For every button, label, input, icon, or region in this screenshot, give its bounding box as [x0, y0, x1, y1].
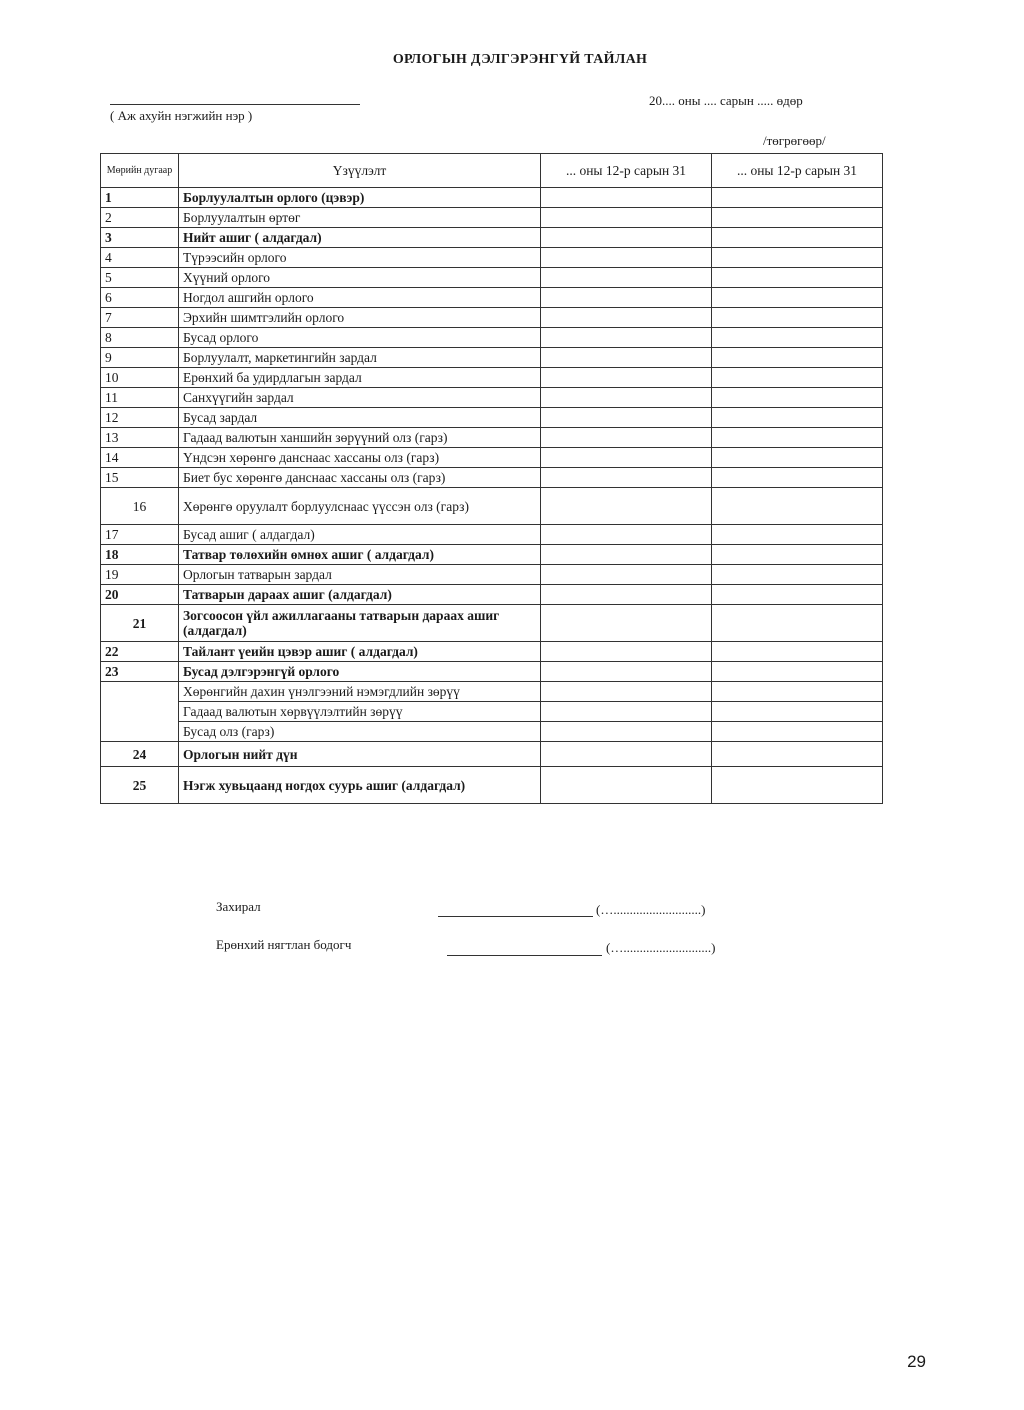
row-number: 18 — [101, 545, 179, 565]
entity-name-line — [110, 104, 360, 105]
row-number: 24 — [101, 742, 179, 767]
value-cell-period-1 — [541, 208, 712, 228]
value-cell-period-2 — [712, 742, 883, 767]
value-cell-period-2 — [712, 662, 883, 682]
table-row — [101, 408, 883, 428]
value-cell-period-2 — [712, 208, 883, 228]
row-description: Бусад олз (гарз) — [179, 722, 541, 742]
value-cell-period-2 — [712, 488, 883, 525]
value-cell-period-1 — [541, 742, 712, 767]
row-description: Борлуулалтын орлого (цэвэр) — [179, 188, 541, 208]
row-description: Биет бус хөрөнгө данснаас хассаны олз (гарз) — [179, 468, 541, 488]
value-cell-period-1 — [541, 228, 712, 248]
value-cell-period-1 — [541, 428, 712, 448]
table-row — [101, 268, 883, 288]
value-cell-period-2 — [712, 228, 883, 248]
row-description: Татварын дараах ашиг (алдагдал) — [179, 585, 541, 605]
accountant-label: Ерөнхий нягтлан бодогч — [216, 937, 352, 952]
value-cell-period-1 — [541, 642, 712, 662]
row-number: 1 — [101, 188, 179, 208]
table-body — [101, 188, 883, 804]
row-description: Гадаад валютын ханшийн зөрүүний олз (гарз) — [179, 428, 541, 448]
value-cell-period-1 — [541, 448, 712, 468]
row-number-blank — [101, 682, 179, 742]
table-row — [101, 388, 883, 408]
value-cell-period-1 — [541, 288, 712, 308]
row-number: 11 — [101, 388, 179, 408]
value-cell-period-2 — [712, 525, 883, 545]
table-row — [101, 585, 883, 605]
row-number: 21 — [101, 605, 179, 642]
row-number: 3 — [101, 228, 179, 248]
row-description: Нэгж хувьцаанд ногдох суурь ашиг (алдагдал) — [179, 767, 541, 804]
row-description: Зогсоосон үйл ажиллагааны татварын дараах ашиг (алдагдал) — [179, 605, 541, 642]
row-description: Хөрөнгө оруулалт борлуулснаас үүссэн олз (гарз) — [179, 488, 541, 525]
value-cell-period-1 — [541, 328, 712, 348]
value-cell-period-1 — [541, 722, 712, 742]
value-cell-period-2 — [712, 188, 883, 208]
row-description: Бусад орлого — [179, 328, 541, 348]
value-cell-period-1 — [541, 565, 712, 585]
row-number: 15 — [101, 468, 179, 488]
header-description: Үзүүлэлт — [179, 154, 541, 188]
value-cell-period-2 — [712, 642, 883, 662]
value-cell-period-2 — [712, 605, 883, 642]
row-number: 9 — [101, 348, 179, 368]
accountant-name-placeholder: (…...........................) — [606, 940, 716, 955]
value-cell-period-1 — [541, 468, 712, 488]
value-cell-period-2 — [712, 767, 883, 804]
value-cell-period-1 — [541, 248, 712, 268]
table-row — [101, 248, 883, 268]
value-cell-period-1 — [541, 408, 712, 428]
row-number: 14 — [101, 448, 179, 468]
table-row — [101, 525, 883, 545]
table-sub-row — [101, 682, 883, 702]
value-cell-period-1 — [541, 368, 712, 388]
row-number: 12 — [101, 408, 179, 428]
table-row — [101, 188, 883, 208]
table-row — [101, 428, 883, 448]
row-description: Үндсэн хөрөнгө данснаас хассаны олз (гарз) — [179, 448, 541, 468]
table-row — [101, 662, 883, 682]
table-header-row — [101, 154, 883, 188]
director-signature-line — [438, 916, 593, 917]
table-row — [101, 642, 883, 662]
value-cell-period-2 — [712, 368, 883, 388]
report-title: ОРЛОГЫН ДЭЛГЭРЭНГҮЙ ТАЙЛАН — [392, 52, 648, 67]
value-cell-period-1 — [541, 605, 712, 642]
row-description: Ерөнхий ба удирдлагын зардал — [179, 368, 541, 388]
row-description: Тайлант үеийн цэвэр ашиг ( алдагдал) — [179, 642, 541, 662]
value-cell-period-1 — [541, 545, 712, 565]
value-cell-period-1 — [541, 525, 712, 545]
value-cell-period-2 — [712, 682, 883, 702]
value-cell-period-1 — [541, 308, 712, 328]
row-description: Орлогын татварын зардал — [179, 565, 541, 585]
header-period-1: ... оны 12-р сарын 31 — [541, 154, 712, 188]
table-row — [101, 742, 883, 767]
row-description: Эрхийн шимтгэлийн орлого — [179, 308, 541, 328]
value-cell-period-2 — [712, 348, 883, 368]
row-description: Бусад ашиг ( алдагдал) — [179, 525, 541, 545]
value-cell-period-2 — [712, 565, 883, 585]
row-number: 4 — [101, 248, 179, 268]
row-number: 6 — [101, 288, 179, 308]
table-row — [101, 368, 883, 388]
table-row — [101, 767, 883, 804]
value-cell-period-1 — [541, 388, 712, 408]
row-number: 2 — [101, 208, 179, 228]
value-cell-period-1 — [541, 585, 712, 605]
table-row — [101, 605, 883, 642]
table-row — [101, 348, 883, 368]
row-description: Борлуулалт, маркетингийн зардал — [179, 348, 541, 368]
value-cell-period-2 — [712, 545, 883, 565]
row-number: 17 — [101, 525, 179, 545]
currency-unit: /төгрөгөөр/ — [763, 133, 826, 148]
table-row — [101, 488, 883, 525]
row-number: 19 — [101, 565, 179, 585]
table-sub-row — [101, 702, 883, 722]
row-description: Ногдол ашгийн орлого — [179, 288, 541, 308]
row-number: 23 — [101, 662, 179, 682]
header-period-2: ... оны 12-р сарын 31 — [712, 154, 883, 188]
table-row — [101, 308, 883, 328]
row-description: Гадаад валютын хөрвүүлэлтийн зөрүү — [179, 702, 541, 722]
entity-name-label: ( Аж ахуйн нэгжийн нэр ) — [110, 108, 253, 123]
value-cell-period-1 — [541, 188, 712, 208]
value-cell-period-2 — [712, 428, 883, 448]
row-number: 7 — [101, 308, 179, 328]
page-number: 29 — [907, 1352, 926, 1371]
value-cell-period-2 — [712, 702, 883, 722]
income-statement-table — [100, 153, 883, 804]
table-row — [101, 328, 883, 348]
row-number: 5 — [101, 268, 179, 288]
row-number: 16 — [101, 488, 179, 525]
report-date: 20.... оны .... сарын ..... өдөр — [649, 93, 803, 108]
director-name-placeholder: (…...........................) — [596, 902, 706, 917]
value-cell-period-2 — [712, 448, 883, 468]
value-cell-period-1 — [541, 767, 712, 804]
value-cell-period-1 — [541, 268, 712, 288]
accountant-signature-line — [447, 955, 602, 956]
value-cell-period-2 — [712, 408, 883, 428]
table-row — [101, 228, 883, 248]
value-cell-period-2 — [712, 308, 883, 328]
row-number: 22 — [101, 642, 179, 662]
row-description: Түрээсийн орлого — [179, 248, 541, 268]
row-description: Татвар төлөхийн өмнөх ашиг ( алдагдал) — [179, 545, 541, 565]
director-label: Захирал — [216, 899, 261, 914]
value-cell-period-2 — [712, 248, 883, 268]
table-row — [101, 448, 883, 468]
row-description: Нийт ашиг ( алдагдал) — [179, 228, 541, 248]
row-number: 10 — [101, 368, 179, 388]
value-cell-period-2 — [712, 722, 883, 742]
table-row — [101, 288, 883, 308]
value-cell-period-1 — [541, 348, 712, 368]
value-cell-period-1 — [541, 702, 712, 722]
value-cell-period-1 — [541, 682, 712, 702]
row-description: Хүүний орлого — [179, 268, 541, 288]
row-description: Хөрөнгийн дахин үнэлгээний нэмэгдлийн зөрүү — [179, 682, 541, 702]
row-number: 8 — [101, 328, 179, 348]
value-cell-period-2 — [712, 328, 883, 348]
row-description: Борлуулалтын өртөг — [179, 208, 541, 228]
row-description: Бусад зардал — [179, 408, 541, 428]
table-row — [101, 208, 883, 228]
row-number: 20 — [101, 585, 179, 605]
header-row-number: Мөрийн дугаар — [101, 154, 179, 188]
value-cell-period-1 — [541, 488, 712, 525]
value-cell-period-2 — [712, 268, 883, 288]
row-number: 25 — [101, 767, 179, 804]
value-cell-period-1 — [541, 662, 712, 682]
row-description: Бусад дэлгэрэнгүй орлого — [179, 662, 541, 682]
table-sub-row — [101, 722, 883, 742]
table-row — [101, 468, 883, 488]
row-number: 13 — [101, 428, 179, 448]
row-description: Орлогын нийт дүн — [179, 742, 541, 767]
value-cell-period-2 — [712, 388, 883, 408]
value-cell-period-2 — [712, 585, 883, 605]
table-row — [101, 545, 883, 565]
table-row — [101, 565, 883, 585]
row-description: Санхүүгийн зардал — [179, 388, 541, 408]
value-cell-period-2 — [712, 288, 883, 308]
value-cell-period-2 — [712, 468, 883, 488]
